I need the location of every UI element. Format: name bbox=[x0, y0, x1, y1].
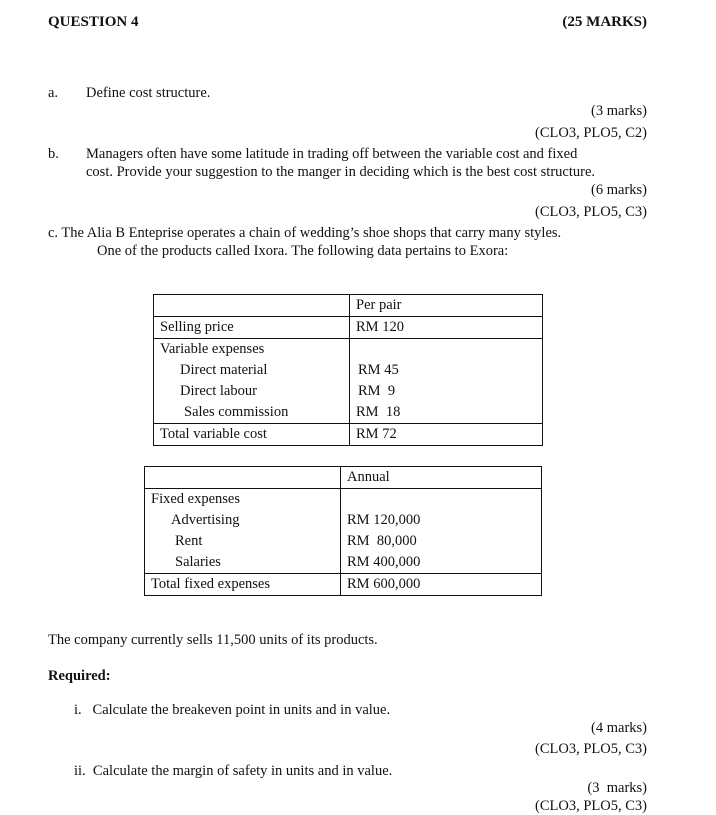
part-b-line2: cost. Provide your suggestion to the manger in deciding which is the best cost structure. bbox=[86, 164, 596, 180]
blank-line bbox=[356, 339, 536, 360]
direct-material-value: RM 45 bbox=[358, 362, 399, 378]
required-ii-text: ii. Calculate the margin of safety in units and in value. bbox=[74, 763, 393, 779]
part-b-line1: Managers often have some latitude in trading off between the variable cost and fixed bbox=[86, 146, 578, 162]
required-heading: Required: bbox=[48, 668, 111, 684]
part-a-text: Define cost structure. bbox=[86, 85, 211, 101]
rent-label: Rent bbox=[175, 533, 203, 549]
variable-expenses-heading: Variable expenses bbox=[160, 341, 265, 357]
part-b-marks: (6 marks) bbox=[591, 182, 647, 198]
required-ii-marks: (3 marks) bbox=[587, 780, 647, 796]
table-cell bbox=[154, 295, 350, 317]
table-row bbox=[154, 295, 543, 317]
annual-header: Annual bbox=[341, 467, 542, 489]
part-a-label: a. bbox=[48, 85, 59, 101]
sales-commission-label: Sales commission bbox=[184, 404, 289, 420]
part-a-clo: (CLO3, PLO5, C2) bbox=[535, 125, 647, 141]
table-cell bbox=[145, 467, 341, 489]
rent-value: RM 80,000 bbox=[347, 533, 417, 549]
advertising-value: RM 120,000 bbox=[347, 512, 421, 528]
fixed-values-cell bbox=[341, 489, 542, 574]
table-row bbox=[154, 424, 543, 446]
total-fixed-value: RM 600,000 bbox=[341, 574, 542, 596]
table-row bbox=[154, 339, 543, 424]
question-title: QUESTION 4 bbox=[48, 14, 139, 30]
selling-price-label: Selling price bbox=[154, 317, 350, 339]
total-variable-value: RM 72 bbox=[350, 424, 543, 446]
direct-labour-value: RM 9 bbox=[358, 383, 396, 399]
required-i-clo: (CLO3, PLO5, C3) bbox=[535, 741, 647, 757]
table-row bbox=[154, 317, 543, 339]
fixed-expenses-heading: Fixed expenses bbox=[151, 491, 240, 507]
part-b-clo: (CLO3, PLO5, C3) bbox=[535, 204, 647, 220]
part-c-line1: c. The Alia B Enteprise operates a chain of wedding’s shoe shops that carry many styles. bbox=[48, 225, 562, 241]
per-pair-header: Per pair bbox=[350, 295, 543, 317]
table-row bbox=[145, 489, 542, 574]
advertising-label: Advertising bbox=[171, 512, 240, 528]
part-b-label: b. bbox=[48, 146, 59, 162]
part-c-line2: One of the products called Ixora. The following data pertains to Exora: bbox=[97, 243, 509, 259]
selling-price-value: RM 120 bbox=[350, 317, 543, 339]
fixed-expenses-table bbox=[144, 466, 542, 596]
sales-commission-value: RM 18 bbox=[356, 404, 401, 420]
variable-expenses-cell bbox=[154, 339, 350, 424]
table-row bbox=[145, 574, 542, 596]
required-ii-clo: (CLO3, PLO5, C3) bbox=[535, 798, 647, 814]
blank-line bbox=[347, 489, 535, 510]
required-i-marks: (4 marks) bbox=[591, 720, 647, 736]
variable-cost-table bbox=[153, 294, 543, 446]
required-i-text: i. Calculate the breakeven point in units and in value. bbox=[74, 702, 391, 718]
variable-values-cell bbox=[350, 339, 543, 424]
part-a-marks: (3 marks) bbox=[591, 103, 647, 119]
fixed-expenses-cell bbox=[145, 489, 341, 574]
direct-material-label: Direct material bbox=[180, 362, 268, 378]
units-sentence: The company currently sells 11,500 units of its products. bbox=[48, 632, 378, 648]
total-marks: (25 MARKS) bbox=[562, 14, 647, 30]
salaries-value: RM 400,000 bbox=[347, 554, 421, 570]
direct-labour-label: Direct labour bbox=[180, 383, 257, 399]
table-row bbox=[145, 467, 542, 489]
total-fixed-label: Total fixed expenses bbox=[145, 574, 341, 596]
salaries-label: Salaries bbox=[175, 554, 221, 570]
total-variable-label: Total variable cost bbox=[154, 424, 350, 446]
